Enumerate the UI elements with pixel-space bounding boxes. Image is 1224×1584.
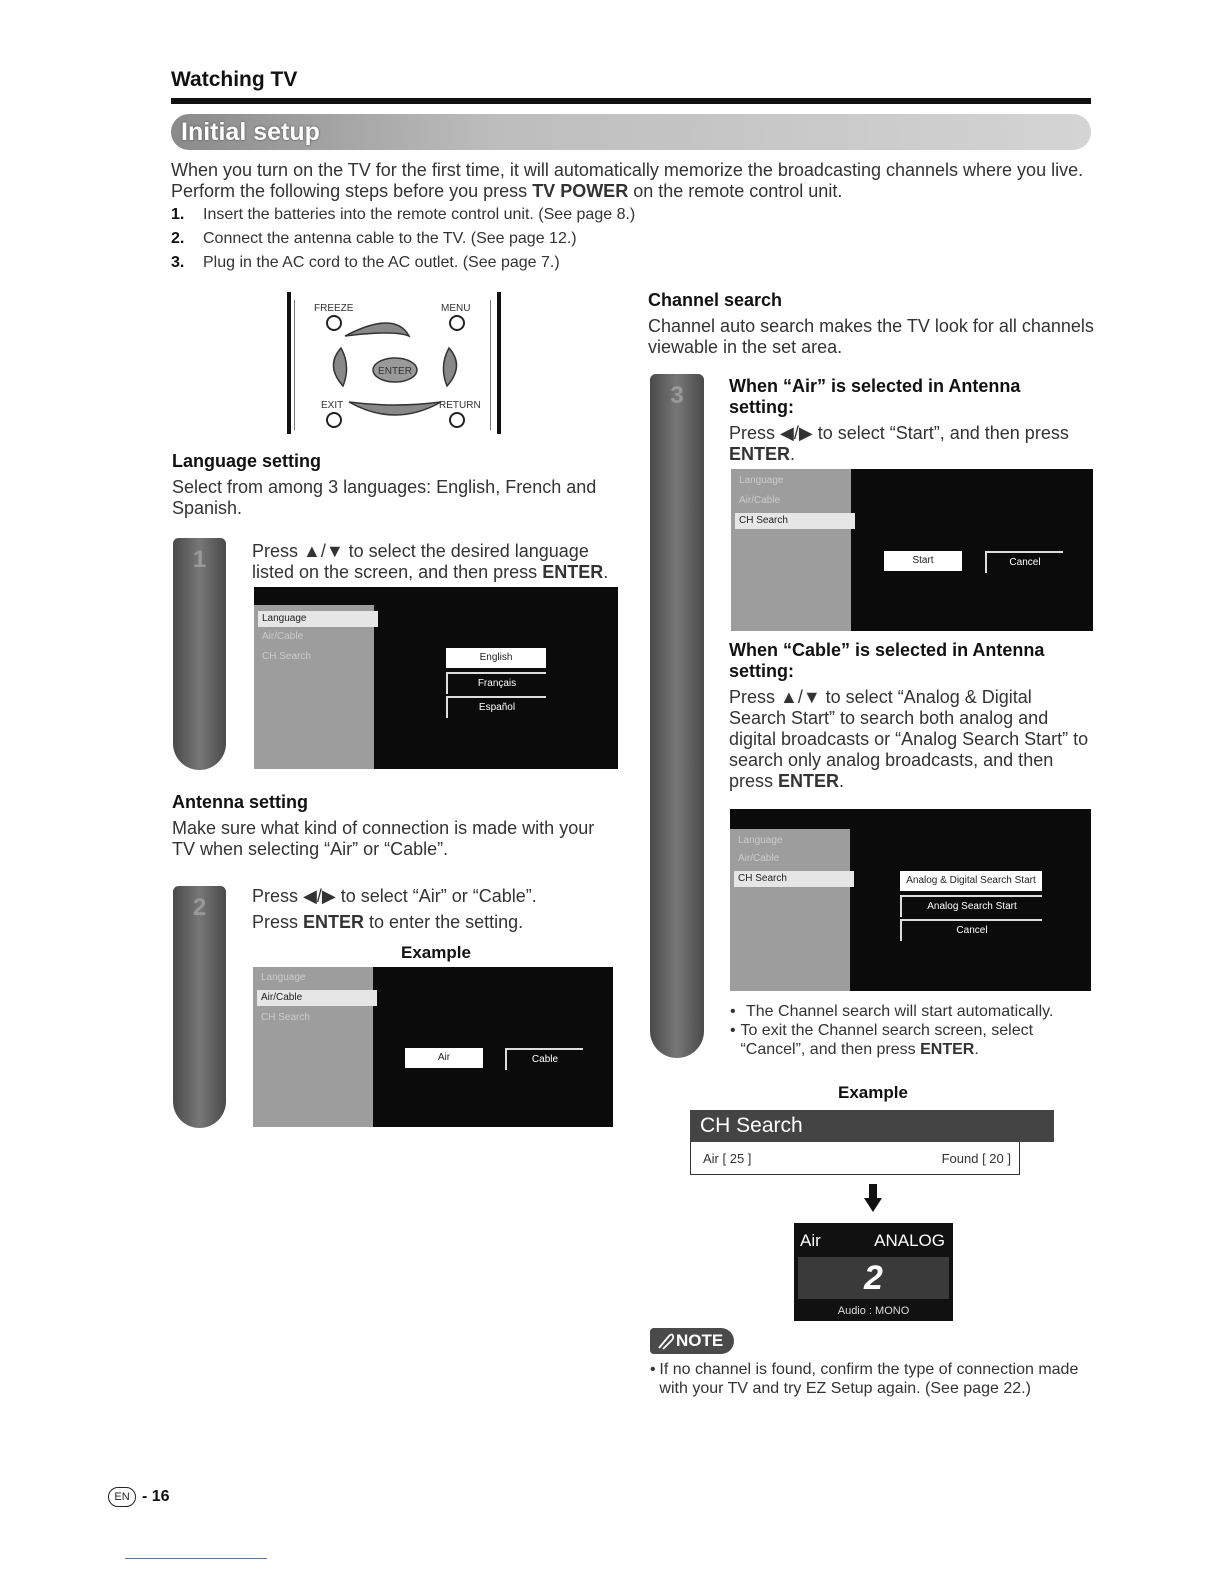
bullet-dot-icon: • (730, 1022, 736, 1039)
text: . (974, 1041, 979, 1058)
antenna-setting-title: Antenna setting (172, 792, 309, 812)
enter-key-label: ENTER (729, 444, 791, 464)
option-cable[interactable]: Cable (505, 1048, 583, 1070)
menu-button (450, 316, 464, 330)
menu-item-ch-search: CH Search (734, 871, 854, 887)
text: To exit the Channel search screen, select “Cancel”, and then press (740, 1022, 1034, 1058)
note-label: NOTE (676, 1331, 724, 1350)
page-footer (108, 1487, 170, 1507)
exit-label: EXIT (321, 400, 344, 411)
menu-panel (731, 469, 851, 631)
language-menu-screen (254, 587, 618, 769)
intro-line-1: When you turn on the TV for the first time, it will automatically memorize the broadcasting channels where you live. (171, 160, 1084, 180)
option-start[interactable]: Start (884, 551, 962, 571)
page-number: - 16 (142, 1488, 170, 1505)
ch-search-osd-body (690, 1142, 1020, 1175)
left-right-arrows-icon: ◀/▶ (303, 886, 336, 906)
text: to enter the setting. (364, 912, 524, 932)
prep-step (171, 206, 635, 230)
prep-step-text: Connect the antenna cable to the TV. (See page 12.) (203, 230, 577, 247)
osd-mode: ANALOG (874, 1231, 945, 1250)
up-down-arrows-icon: ▲/▼ (780, 687, 821, 707)
bullet-text (740, 1021, 1090, 1059)
step-2-number: 2 (192, 894, 207, 921)
option-francais[interactable]: Français (446, 672, 546, 694)
option-english[interactable]: English (446, 648, 546, 668)
prep-step-text: Plug in the AC cord to the AC outlet. (See page 7.) (203, 254, 560, 271)
cable-selected-title: When “Cable” is selected in Antenna setting: (729, 640, 1045, 681)
menu-item-ch-search: CH Search (735, 513, 855, 529)
footer-line (125, 1558, 267, 1559)
up-key (345, 323, 409, 336)
note-item (650, 1360, 1100, 1398)
enter-key-label: ENTER (920, 1041, 975, 1058)
text: to select the desired language listed on the screen, and then press (252, 541, 589, 582)
menu-item-air-cable: Air/Cable (739, 495, 781, 506)
prep-step-num: 2. (171, 230, 185, 247)
channel-search-title: Channel search (648, 290, 783, 310)
down-key (349, 402, 441, 415)
right-key (443, 348, 456, 386)
menu-panel (254, 605, 374, 769)
osd-audio: Audio : MONO (837, 1305, 910, 1317)
step-3-bar (650, 374, 704, 1058)
en-badge-icon: EN (108, 1487, 136, 1507)
bullet-item (730, 1002, 1090, 1021)
text: Press (252, 541, 304, 561)
language-setting-desc: Select from among 3 languages: English, French and Spanish. (172, 477, 597, 518)
up-down-arrows-icon: ▲/▼ (303, 541, 344, 561)
step-3-number: 3 (670, 382, 684, 409)
intro-line-2a: Perform the following steps before you press (171, 181, 533, 201)
menu-item-language: Language (261, 972, 306, 983)
return-label: RETURN (439, 400, 481, 411)
antenna-setting-desc: Make sure what kind of connection is made with your TV when selecting “Air” or “Cable”. (172, 818, 595, 859)
option-analog-search-start[interactable]: Analog Search Start (900, 895, 1042, 917)
text: Press (729, 687, 781, 707)
step-1-bar (173, 538, 226, 770)
air-search-screen (731, 469, 1093, 631)
banner-title: Initial setup (181, 118, 320, 146)
left-right-arrows-icon: ◀/▶ (780, 423, 813, 443)
option-analog-digital-search-start[interactable]: Analog & Digital Search Start (900, 871, 1042, 891)
step-2-bar (173, 886, 226, 1128)
option-air[interactable]: Air (405, 1048, 483, 1068)
section-title: Watching TV (171, 68, 298, 91)
osd-source: Air (800, 1231, 821, 1250)
ch-search-osd-header (690, 1110, 1054, 1142)
intro-line-2 (171, 181, 1111, 202)
prep-step-num: 1. (171, 206, 185, 223)
option-espanol[interactable]: Español (446, 696, 546, 718)
air-count: Air [ 25 ] (703, 1151, 752, 1166)
bullet-dot-icon: • (730, 1003, 736, 1020)
ch-search-osd-title: CH Search (700, 1114, 803, 1137)
prep-step (171, 254, 635, 278)
air-instruction (729, 423, 1099, 465)
bullet-dot-icon: • (650, 1361, 656, 1378)
menu-item-language: Language (738, 835, 783, 846)
air-selected-title: When “Air” is selected in Antenna setting: (729, 376, 1021, 417)
menu-item-language: Language (258, 611, 378, 627)
prep-step-text: Insert the batteries into the remote control unit. (See page 8.) (203, 206, 636, 223)
antenna-instruction-1 (252, 886, 622, 907)
enter-key-label: ENTER (778, 771, 840, 791)
return-button (450, 413, 464, 427)
menu-item-ch-search: CH Search (262, 651, 311, 662)
intro-tv-power: TV POWER (532, 181, 629, 201)
note-badge (650, 1328, 734, 1354)
option-cancel[interactable]: Cancel (985, 551, 1063, 573)
osd-channel-box (798, 1257, 949, 1299)
prep-steps (171, 206, 635, 278)
antenna-example-label: Example (401, 943, 471, 962)
channel-osd (794, 1223, 953, 1321)
antenna-menu-screen (253, 967, 613, 1127)
menu-item-air-cable: Air/Cable (257, 990, 377, 1006)
prep-step (171, 230, 635, 254)
remote-control-illustration (285, 290, 505, 438)
exit-button (327, 413, 341, 427)
channel-bullets (730, 1002, 1090, 1059)
header-rule (171, 98, 1091, 104)
menu-item-ch-search: CH Search (261, 1012, 310, 1023)
menu-item-language: Language (739, 475, 784, 486)
text: to select “Start”, and then press (812, 423, 1069, 443)
arrow-down-icon (864, 1184, 882, 1212)
paperclip-icon (655, 1332, 675, 1350)
text: Press (729, 423, 781, 443)
menu-panel (730, 829, 850, 991)
intro-text (171, 160, 1111, 202)
osd-channel-number: 2 (864, 1259, 883, 1297)
initial-setup-banner (171, 114, 1091, 150)
channel-example-label: Example (838, 1083, 908, 1102)
text: . (790, 444, 796, 464)
text: Press (252, 912, 304, 932)
text: to select “Analog & Digital Search Start” to search both analog and digital broadcasts or “Analog Search Start” to search only analog broadcasts, and then press (729, 687, 1089, 791)
bullet-text: The Channel search will start automatically. (746, 1003, 1054, 1020)
found-count: Found [ 20 ] (941, 1151, 1011, 1166)
menu-item-air-cable: Air/Cable (262, 631, 304, 642)
left-key (333, 348, 346, 386)
freeze-button (327, 316, 341, 330)
text: to select “Air” or “Cable”. (335, 886, 537, 906)
text: . (603, 562, 609, 582)
language-setting-title: Language setting (172, 451, 322, 471)
cable-search-screen (730, 809, 1091, 991)
option-cancel[interactable]: Cancel (900, 919, 1042, 941)
enter-key-label: ENTER (542, 562, 604, 582)
prep-step-num: 3. (171, 254, 185, 271)
antenna-instruction-2 (252, 912, 622, 933)
note-text: If no channel is found, confirm the type of connection made with your TV and try EZ Setup again. (See page 22.) (659, 1361, 1079, 1397)
step-1-number: 1 (192, 546, 207, 573)
text: . (839, 771, 845, 791)
menu-item-air-cable: Air/Cable (738, 853, 780, 864)
intro-line-2c: on the remote control unit. (628, 181, 843, 201)
language-instruction (252, 541, 622, 583)
text: Press (252, 886, 304, 906)
enter-label: ENTER (378, 366, 412, 377)
enter-key-label: ENTER (303, 912, 365, 932)
freeze-label: FREEZE (314, 303, 354, 314)
menu-panel (253, 967, 373, 1127)
bullet-item (730, 1021, 1090, 1059)
menu-label: MENU (441, 303, 471, 314)
channel-search-desc: Channel auto search makes the TV look for all channels viewable in the set area. (648, 316, 1094, 357)
cable-instruction (729, 687, 1089, 792)
